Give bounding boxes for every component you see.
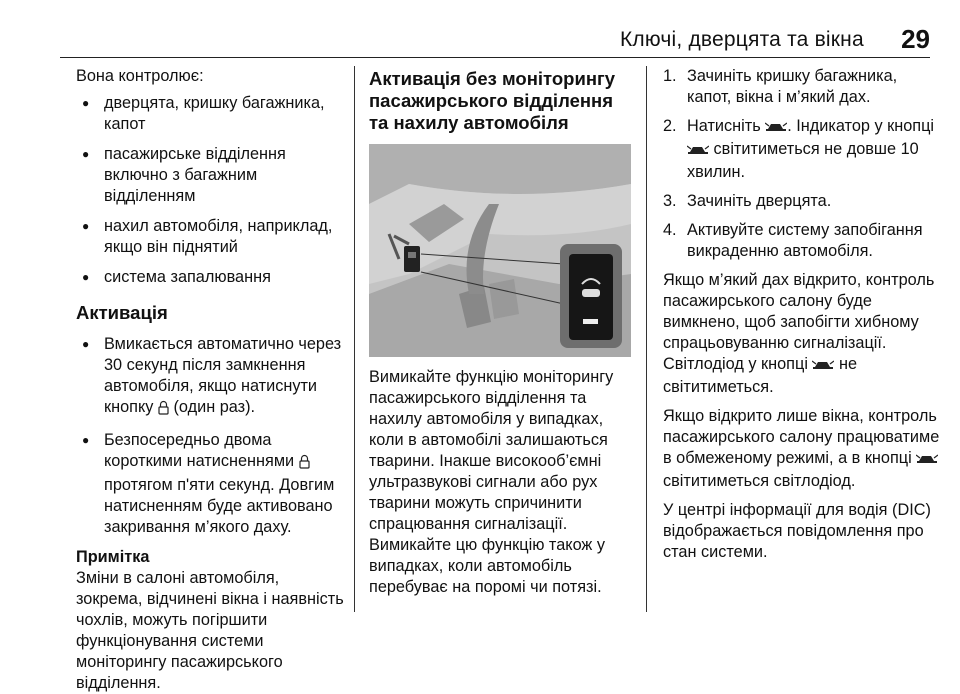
- list-item: 3. Зачиніть дверцята.: [663, 192, 832, 210]
- monitored-list: [76, 93, 348, 288]
- warning-paragraph: Вимикайте функцію моніторингу пасажирського відділення та нахилу автомобіля у випадках, коли в автомобілі залишаються тварини. Інакше високооб’ємні ультразвукові сигнали або рух тварини можуть спричинити спрацювання сигналізації. Вимикайте цю функцію також у випадках, коли автомобіль перебуває на поромі чи потязі.: [369, 368, 614, 596]
- intro-text: Вона контролює:: [76, 67, 204, 85]
- car-alarm-icon: [765, 118, 787, 139]
- page-number: 29: [901, 24, 930, 54]
- list-item: ● система запалювання: [76, 267, 348, 288]
- car-alarm-icon: [812, 356, 834, 377]
- chapter-title: Ключі, дверцята та вікна: [620, 28, 864, 51]
- list-item: ● дверцята, кришку багажника, капот: [76, 93, 348, 135]
- header-rule: [60, 57, 930, 58]
- list-item: ● пасажирське відділення включно з багажним відділенням: [76, 144, 348, 207]
- car-alarm-icon: [687, 141, 709, 162]
- lock-icon: [158, 400, 169, 421]
- list-item: ● нахил автомобіля, наприклад, якщо він піднятий: [76, 216, 348, 258]
- interior-illustration: [369, 144, 631, 357]
- column-divider-2: [646, 66, 647, 612]
- column-3: [663, 66, 943, 563]
- windows-paragraph: Якщо відкрито лише вікна, контроль пасажирського салону працюватиме в обмеженому режимі, а в кнопці світитиметься світлодіод.: [663, 407, 940, 490]
- lock-icon: [299, 454, 310, 475]
- steps-list: [663, 66, 943, 262]
- column-1: [76, 66, 348, 694]
- note-text: Зміни в салоні автомобіля, зокрема, відчинені вікна і наявність чохлів, можуть погіршити функціонування системи моніторингу пасажирського відділення.: [76, 569, 344, 692]
- column-2: [369, 66, 635, 598]
- softtop-paragraph: Якщо м’який дах відкрито, контроль пасажирського салону буде вимкнено, щоб запобігти хибному спрацьовуванню сигналізації. Світлодіод у кнопці не світитиметься.: [663, 271, 935, 396]
- page-header: [60, 22, 930, 62]
- list-item: 1. Зачиніть кришку багажника, капот, вікна і м’який дах.: [663, 67, 898, 106]
- activation-list: [76, 334, 348, 538]
- car-alarm-icon: [916, 450, 938, 471]
- list-item: ● Вмикається автоматично через 30 секунд після замкнення автомобіля, якщо натиснути кнопку (один раз).: [76, 334, 348, 421]
- list-item: 2. Натисніть . Індикатор у кнопці світитиметься не довше 10 хвилин.: [663, 117, 935, 181]
- activation-heading: Активація: [76, 302, 168, 323]
- list-item: ● Безпосередньо двома короткими натисненнями протягом п'яти секунд. Довгим натисненням буде активовано закривання м’якого даху.: [76, 430, 348, 538]
- dic-paragraph: У центрі інформації для водія (DIC) відображається повідомлення про стан системи.: [663, 501, 931, 561]
- list-item: 4. Активуйте систему запобігання викраденню автомобіля.: [663, 221, 923, 260]
- section-heading: Активація без моніторингу пасажирського відділення та нахилу автомобіля: [369, 68, 615, 133]
- column-divider-1: [354, 66, 355, 612]
- note-title: Примітка: [76, 548, 150, 566]
